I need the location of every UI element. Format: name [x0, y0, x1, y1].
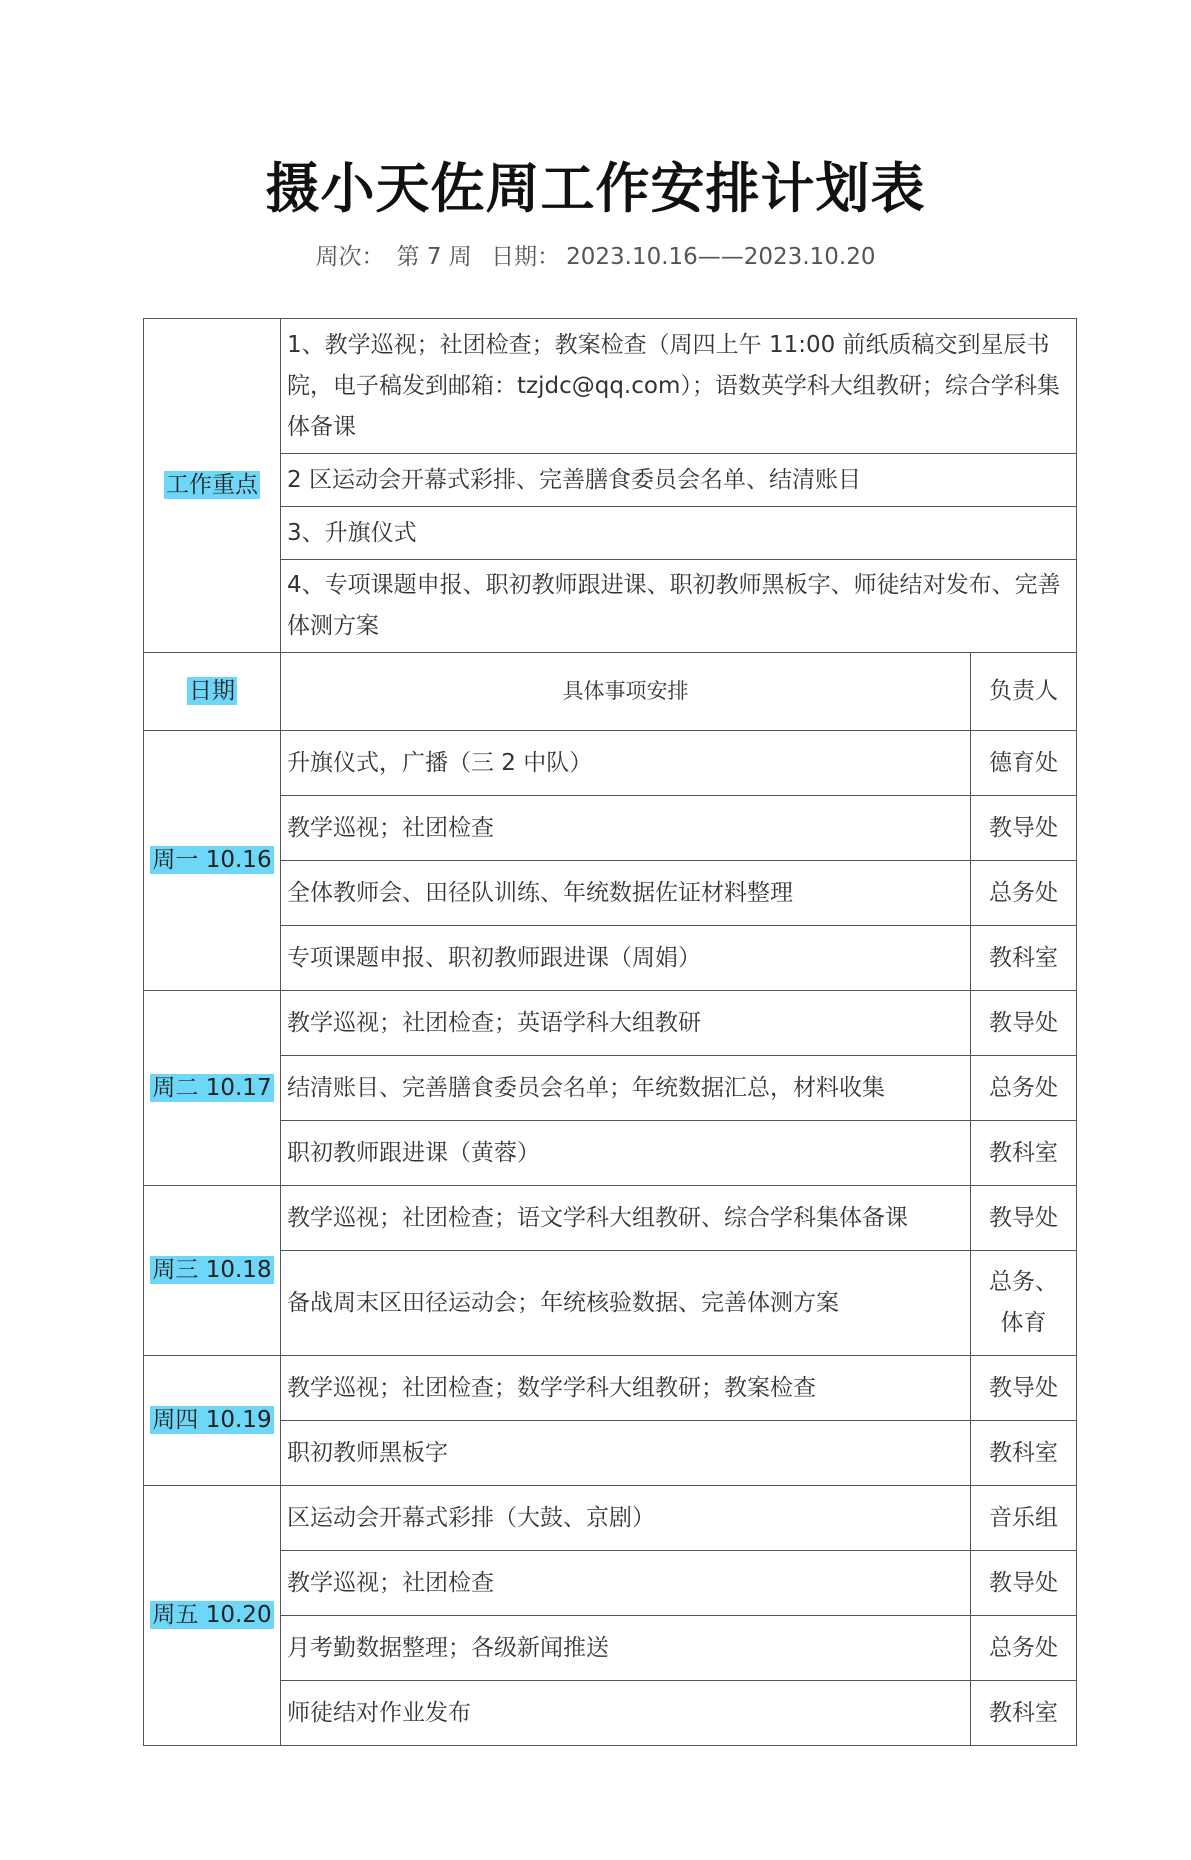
table-row: [144, 1356, 1077, 1421]
table-row: [144, 1421, 1077, 1486]
task-item: 专项课题申报、职初教师跟进课（周娟）: [281, 926, 971, 991]
task-owner: [971, 1251, 1077, 1356]
table-row: [144, 1121, 1077, 1186]
focus-row: [144, 454, 1077, 507]
table-row: [144, 991, 1077, 1056]
focus-row: [144, 319, 1077, 454]
task-owner: 音乐组: [971, 1486, 1077, 1551]
header-items: 具体事项安排: [281, 653, 971, 731]
task-item: 备战周末区田径运动会；年统核验数据、完善体测方案: [281, 1251, 971, 1356]
table-row: [144, 1681, 1077, 1746]
task-owner: 教科室: [971, 1421, 1077, 1486]
task-item: 教学巡视；社团检查；语文学科大组教研、综合学科集体备课: [281, 1186, 971, 1251]
task-item: 教学巡视；社团检查: [281, 796, 971, 861]
focus-item: 2 区运动会开幕式彩排、完善膳食委员会名单、结清账目: [281, 454, 1077, 507]
focus-item: 4、专项课题申报、职初教师跟进课、职初教师黑板字、师徒结对发布、完善体测方案: [281, 560, 1077, 653]
table-row: [144, 796, 1077, 861]
date-value: 2023.10.16——2023.10.20: [566, 244, 876, 270]
table-row: [144, 1486, 1077, 1551]
header-date-label: 日期: [189, 678, 235, 704]
table-row: [144, 1551, 1077, 1616]
focus-item: 1、教学巡视；社团检查；教案检查（周四上午 11:00 前纸质稿交到星辰书院，电子稿发到邮箱：tzjdc@qq.com）；语数英学科大组教研；综合学科集体备课: [281, 319, 1077, 454]
task-owner: 教导处: [971, 991, 1077, 1056]
task-item: 教学巡视；社团检查: [281, 1551, 971, 1616]
day-label-cell: [144, 1186, 281, 1356]
task-item: 区运动会开幕式彩排（大鼓、京剧）: [281, 1486, 971, 1551]
task-owner: 教导处: [971, 1186, 1077, 1251]
task-owner: 教科室: [971, 1681, 1077, 1746]
table-row: [144, 926, 1077, 991]
day-label: 周四 10.19: [152, 1407, 272, 1433]
week-date-line: [0, 242, 1191, 272]
date-label: 日期：: [491, 244, 561, 270]
focus-item: 3、升旗仪式: [281, 507, 1077, 560]
table-row: [144, 731, 1077, 796]
week-label: 周次：: [315, 244, 385, 270]
table-row: [144, 1186, 1077, 1251]
week-value: 第 7 周: [396, 244, 472, 270]
day-label: 周三 10.18: [152, 1257, 272, 1283]
focus-row: [144, 507, 1077, 560]
task-owner: 教导处: [971, 1356, 1077, 1421]
day-label: 周二 10.17: [152, 1074, 272, 1101]
day-label-cell: [144, 1486, 281, 1746]
task-item: 职初教师跟进课（黄蓉）: [281, 1121, 971, 1186]
task-item: 教学巡视；社团检查；英语学科大组教研: [281, 991, 971, 1056]
header-owner: 负责人: [971, 653, 1077, 731]
task-owner-line: 总务、: [989, 1269, 1058, 1295]
task-owner: 教科室: [971, 1121, 1077, 1186]
task-owner: 教科室: [971, 926, 1077, 991]
focus-label: 工作重点: [166, 472, 258, 498]
task-item: 师徒结对作业发布: [281, 1681, 971, 1746]
task-owner: 教导处: [971, 796, 1077, 861]
task-item: 月考勤数据整理；各级新闻推送: [281, 1616, 971, 1681]
task-owner: 总务处: [971, 861, 1077, 926]
day-label-cell: [144, 1356, 281, 1486]
focus-row: [144, 560, 1077, 653]
day-label-cell: [144, 731, 281, 991]
task-item: 升旗仪式，广播（三 2 中队）: [281, 731, 971, 796]
day-label: 周五 10.20: [152, 1602, 272, 1628]
task-owner: 总务处: [971, 1616, 1077, 1681]
work-plan-table: [143, 318, 1077, 1746]
table-row: [144, 1616, 1077, 1681]
table-row: [144, 861, 1077, 926]
table-row: [144, 1251, 1077, 1356]
table-row: [144, 1056, 1077, 1121]
task-owner-line: 体育: [1000, 1310, 1047, 1336]
task-owner: 总务处: [971, 1056, 1077, 1121]
page-title: 摄小天佐周工作安排计划表: [265, 157, 926, 220]
table-header-row: [144, 653, 1077, 731]
focus-label-cell: [144, 319, 281, 653]
task-owner: 德育处: [971, 731, 1077, 796]
task-item: 全体教师会、田径队训练、年统数据佐证材料整理: [281, 861, 971, 926]
task-item: 教学巡视；社团检查；数学学科大组教研；教案检查: [281, 1356, 971, 1421]
day-label: 周一 10.16: [152, 847, 272, 873]
task-item: 结清账目、完善膳食委员会名单；年统数据汇总，材料收集: [281, 1056, 971, 1121]
task-item: 职初教师黑板字: [281, 1421, 971, 1486]
day-label-cell: [144, 991, 281, 1186]
header-date: [144, 653, 281, 731]
task-owner: 教导处: [971, 1551, 1077, 1616]
